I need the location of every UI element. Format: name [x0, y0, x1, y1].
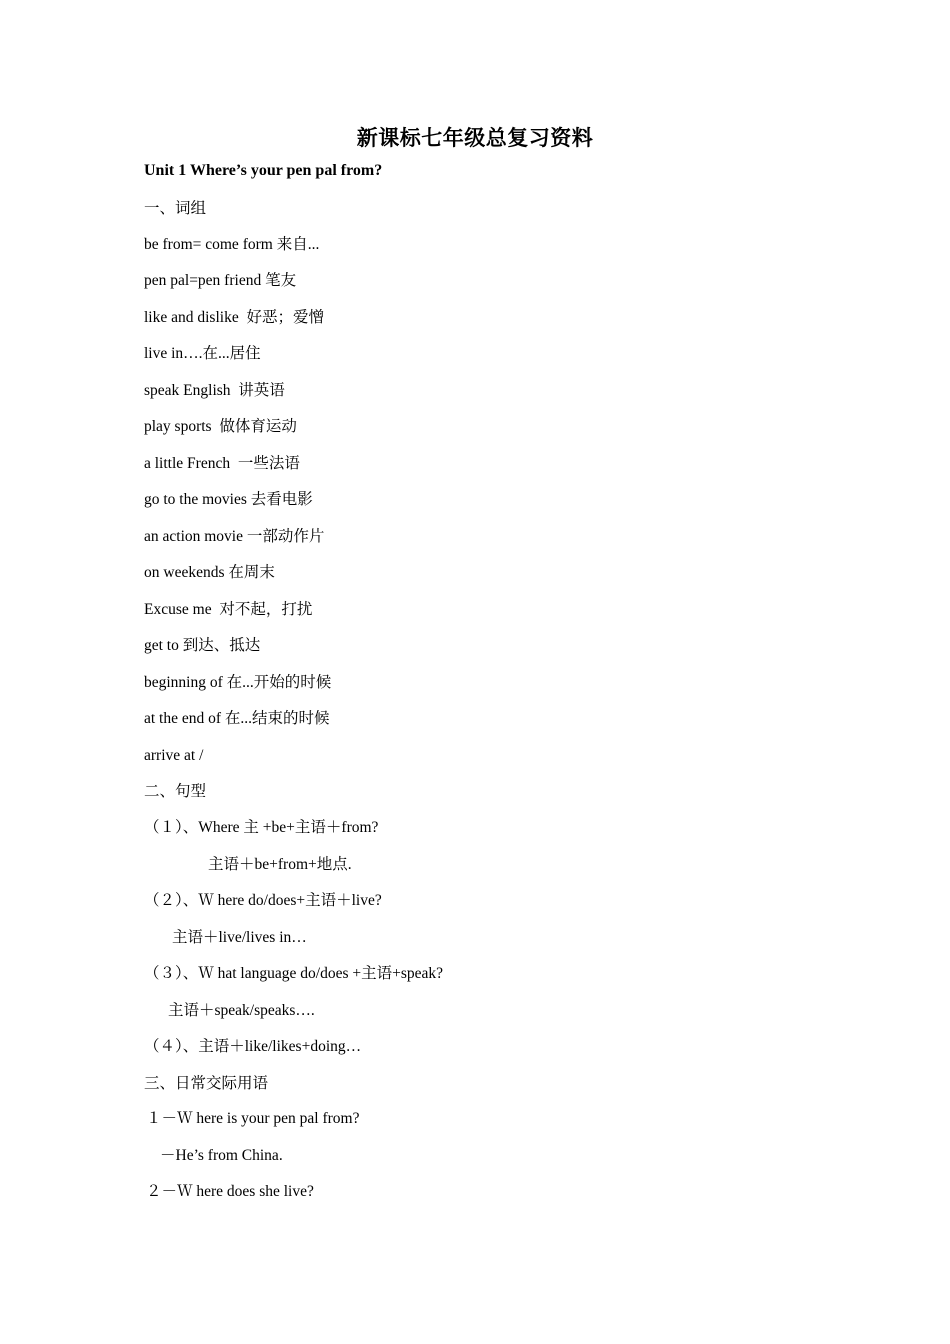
- phrase-line: be from= come form 来自...: [144, 236, 320, 253]
- phrase-line: arrive at /: [144, 747, 204, 764]
- document-title: 新课标七年级总复习资料: [356, 126, 594, 150]
- pattern-line: （２）、Ｗ here do/does+主语＋live?: [144, 892, 382, 909]
- phrase-line: Excuse me 对不起，打扰: [144, 601, 313, 618]
- section-heading-patterns: 二、句型: [144, 783, 207, 800]
- pattern-answer-line: 主语＋live/lives in…: [172, 929, 307, 946]
- pattern-line: （１）、Where 主 +be+主语＋from?: [144, 819, 379, 836]
- phrase-line: on weekends 在周末: [144, 564, 275, 581]
- pattern-answer-line: 主语＋be+from+地点.: [208, 856, 352, 873]
- phrase-line: beginning of 在...开始的时候: [144, 674, 332, 691]
- pattern-answer-line: 主语＋speak/speaks….: [168, 1002, 315, 1019]
- phrase-line: play sports 做体育运动: [144, 418, 297, 435]
- dialogue-line: ２－Ｗ here does she live?: [146, 1183, 314, 1200]
- unit-heading: Unit 1 Where’s your pen pal from?: [144, 162, 383, 179]
- dialogue-line: －He’s from China.: [160, 1147, 283, 1164]
- pattern-line: （３）、Ｗ hat language do/does +主语+speak?: [144, 965, 444, 982]
- phrase-line: an action movie 一部动作片: [144, 528, 325, 545]
- dialogue-line: １－Ｗ here is your pen pal from?: [146, 1110, 360, 1127]
- phrase-line: like and dislike 好恶；爱憎: [144, 309, 324, 326]
- phrase-line: a little French 一些法语: [144, 455, 300, 472]
- phrase-line: live in….在...居住: [144, 345, 261, 362]
- phrase-line: at the end of 在...结束的时候: [144, 710, 330, 727]
- phrase-line: speak English 讲英语: [144, 382, 285, 399]
- phrase-line: go to the movies 去看电影: [144, 491, 313, 508]
- phrase-line: pen pal=pen friend 笔友: [144, 272, 297, 289]
- section-heading-dialogues: 三、日常交际用语: [144, 1075, 269, 1092]
- pattern-line: （４）、主语＋like/likes+doing…: [144, 1038, 362, 1055]
- section-heading-phrases: 一、词组: [144, 200, 207, 217]
- phrase-line: get to 到达、抵达: [144, 637, 261, 654]
